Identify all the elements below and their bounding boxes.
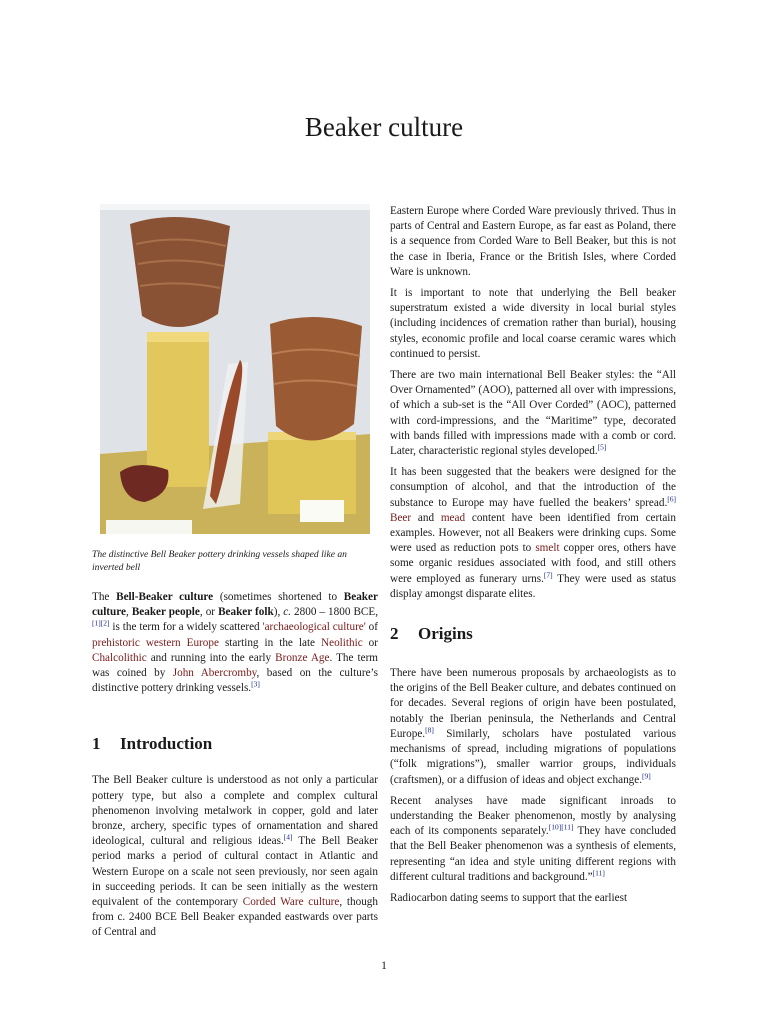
paragraph-recent-analyses: Recent analyses have made significant inroads to understanding the Beaker phenomenon, mostly by analysing each of its components separately.[10][11] They have concluded that the Bell Beaker phenomenon was a synthesis of elements, representing “an idea and style uniting different regions with different cultural traditions and background.”[11]: [390, 794, 676, 883]
link-beer[interactable]: Beer: [390, 511, 412, 524]
paragraph-alcohol: It has been suggested that the beakers were designed for the consumption of alcohol, and that the introduction of the substance to Europe may have fuelled the beakers’ spread.[6] Beer and mead content have been identified from certain examples. However, not all Beakers were drinking cups. Some were used as reduction pots to smelt copper ores, others have some organic residues associated with food, and still others were employed as funerary urns.[7] They were used as status display amongst disparate elites.: [390, 466, 677, 600]
paragraph-superstratum: It is important to note that underlying the Bell beaker superstratum existed a wide diversity in local burial styles (including incidences of cremation rather than burial), housing styles, economic profile and local coarse ceramic wares which continued to persist.: [390, 287, 676, 360]
citation-link[interactable]: [5]: [597, 442, 607, 452]
citation-link[interactable]: [9]: [642, 770, 651, 780]
beaker-photo: [100, 204, 370, 534]
link-bronze-age[interactable]: Bronze Age: [275, 651, 330, 664]
citation-link[interactable]: [10][11]: [548, 822, 574, 832]
paragraph-origins-proposals: There have been numerous proposals by archaeologists as to the origins of the Bell Beaker culture, and debates continued on for decades. Several regions of origin have been postulated, notably the Iberian peninsula, the Netherlands and Central Europe.[8] Similarly, scholars have postulated various mechanisms of spread, including migrations of populations (“folk migrations”), smaller warrior groups, individuals (craftsmen), or a diffusion of ideas and object exchange.[9]: [390, 667, 676, 786]
citation-link[interactable]: [11]: [592, 867, 605, 877]
citation-link[interactable]: [3]: [251, 679, 260, 689]
link-neolithic[interactable]: Neolithic: [321, 636, 363, 649]
link-chalcolithic[interactable]: Chalcolithic: [92, 651, 147, 664]
paragraph-styles: There are two main international Bell Beaker styles: the “All Over Ornamented” (AOO), patterned all over with impressions, of which a sub-set is the “All Over Corded” (AOC), patterned with cord-impressions, and the “Maritime” type, decorated with bands filled with impressions made with a comb or cord. Later, characteristic regional styles developed.[5]: [390, 369, 676, 458]
citation-link[interactable]: [4]: [283, 832, 293, 842]
link-john-abercromby[interactable]: John Abercromby: [172, 667, 257, 680]
link-archaeological-culture[interactable]: 'archaeological culture': [262, 621, 366, 634]
link-smelt[interactable]: smelt: [535, 542, 560, 555]
page-title: Beaker culture: [304, 112, 464, 142]
intro-paragraph: The Bell-Beaker culture (sometimes shortened to Beaker culture, Beaker people, or Beaker folk), c. 2800 – 1800 BCE,[1][2] is the term for a widely scattered 'archaeological culture' of prehistoric western Europe starting in the late Neolithic or Chalcolithic and running into the early Bronze Age. The term was coined by John Abercromby, based on the culture’s distinctive pottery drinking vessels.[3]: [92, 591, 379, 695]
link-mead[interactable]: mead: [440, 511, 466, 524]
section-heading-origins: 2 Origins: [390, 624, 473, 644]
left-column: [92, 200, 378, 941]
citation-link[interactable]: [1][2]: [92, 618, 110, 628]
beaker-photo-illustration: [100, 204, 370, 534]
figure-caption: The distinctive Bell Beaker pottery drinking vessels shaped like an inverted bell: [92, 549, 347, 573]
paragraph-radiocarbon: Radiocarbon dating seems to support that the earliest: [390, 891, 628, 904]
paragraph-eastern-europe: Eastern Europe where Corded Ware previously thrived. Thus in parts of Central and Eastern Europe, as far east as Poland, there is a sequence from Corded Ware to Bell Beaker, but this is not the case in Iberia, France or the British Isles, where Corded Ware is unknown.: [390, 205, 676, 278]
right-column: [390, 204, 676, 912]
section-heading-introduction: 1 Introduction: [92, 734, 213, 754]
page-number: 1: [381, 960, 387, 972]
citation-link[interactable]: [6]: [667, 493, 676, 503]
citation-link[interactable]: [7]: [543, 569, 553, 579]
link-prehistoric-europe[interactable]: prehistoric western Europe: [92, 636, 219, 649]
citation-link[interactable]: [8]: [425, 725, 434, 735]
introduction-paragraph: The Bell Beaker culture is understood as not only a particular pottery type, but also a complete and complex cultural phenomenon involving metalwork in copper, gold and later bronze, archery, specific types of ornamentation and shared ideological, cultural and religious ideas.[4] The Bell Beaker period marks a period of cultural contact in Atlantic and Western Europe on a scale not seen previously, nor seen again in succeeding periods. It can be seen initially as the western equivalent of the contemporary Corded Ware culture, though from c. 2400 BCE Bell Beaker expanded eastwards over parts of Central and: [92, 774, 378, 939]
link-corded-ware-culture[interactable]: Corded Ware culture: [242, 896, 340, 909]
